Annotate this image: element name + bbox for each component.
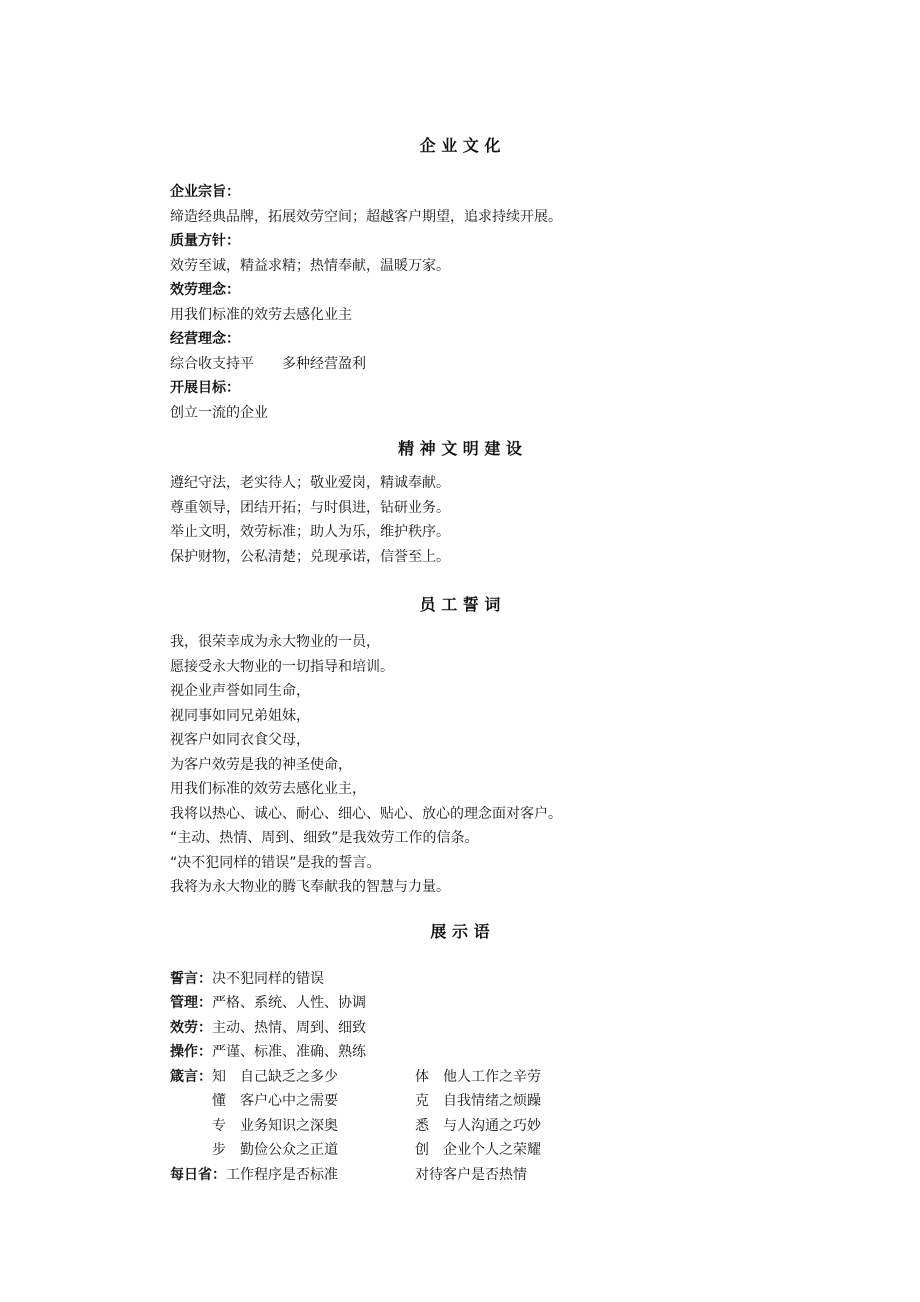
label-company-purpose: 企业宗旨： xyxy=(170,184,240,200)
display-row-operation xyxy=(170,1040,750,1065)
section-display-words xyxy=(170,920,750,1188)
section-corporate-culture xyxy=(170,134,750,425)
oath-line: 视客户如同衣食父母， xyxy=(170,732,310,748)
oath-line: 视企业声誉如同生命， xyxy=(170,683,310,699)
body-line: 举止文明，效劳标准；助人为乐，维护秩序。 xyxy=(170,524,450,540)
oath-line: “决不犯同样的错误”是我的誓言。 xyxy=(170,854,381,871)
section-title-employee-oath: 员 工 誓 词 xyxy=(419,595,501,614)
display-label-operation: 操作： xyxy=(170,1044,212,1060)
body-service-concept: 用我们标准的效劳去感化业主 xyxy=(170,306,352,323)
maxim-left-column xyxy=(170,1138,415,1163)
daily-reflection-row xyxy=(170,1163,750,1188)
display-label-management: 管理： xyxy=(170,995,212,1011)
label-quality-policy: 质量方针： xyxy=(170,233,240,249)
oath-line: 我，很荣幸成为永大物业的一员， xyxy=(170,634,380,650)
maxim-left-column xyxy=(170,1089,415,1114)
display-row-oath xyxy=(170,967,750,992)
oath-line: 愿接受永大物业的一切指导和培训。 xyxy=(170,658,394,675)
label-business-concept: 经营理念： xyxy=(170,331,240,347)
body-company-purpose: 缔造经典品牌，拓展效劳空间；超越客户期望，追求持续开展。 xyxy=(170,208,562,225)
display-text-service: 主动、热情、周到、细致 xyxy=(212,1019,366,1036)
maxim-right-text: 悉 与人沟通之巧妙 xyxy=(415,1117,541,1134)
section-title-spiritual-civilization: 精 神 文 明 建 设 xyxy=(398,439,522,458)
display-row-management xyxy=(170,991,750,1016)
label-development-goal: 开展目标： xyxy=(170,380,240,396)
oath-line: 我将为永大物业的腾飞奉献我的智慧与力量。 xyxy=(170,879,450,895)
display-label-service: 效劳： xyxy=(170,1019,212,1036)
maxim-left-text: 步 勤俭公众之正道 xyxy=(212,1142,338,1158)
maxim-row xyxy=(170,1089,750,1114)
display-text-oath: 决不犯同样的错误 xyxy=(212,970,324,987)
body-development-goal: 创立一流的企业 xyxy=(170,404,268,421)
daily-reflection-right-text: 对待客户是否热情 xyxy=(415,1166,527,1183)
maxim-left-text: 知 自己缺乏之多少 xyxy=(212,1068,338,1085)
body-line: 保护财物，公私清楚；兑现承诺，信誉至上。 xyxy=(170,548,450,565)
display-row-service xyxy=(170,1016,750,1041)
oath-line: 我将以热心、诚心、耐心、细心、贴心、放心的理念面对客户。 xyxy=(170,805,562,822)
maxim-left-column xyxy=(170,1114,415,1139)
oath-line: 视同事如同兄弟姐妹， xyxy=(170,707,310,724)
maxim-right-text: 克 自我情绪之烦躁 xyxy=(415,1093,541,1109)
maxim-right-text: 体 他人工作之辛劳 xyxy=(415,1068,541,1085)
body-quality-policy: 效劳至诚，精益求精；热情奉献，温暖万家。 xyxy=(170,257,450,274)
display-text-management: 严格、系统、人性、协调 xyxy=(212,995,366,1011)
display-label-oath: 誓言： xyxy=(170,970,212,987)
body-business-concept: 综合收支持平 多种经营盈利 xyxy=(170,355,366,372)
maxim-row xyxy=(170,1065,750,1090)
oath-line: “主动、热情、周到、细致”是我效劳工作的信条。 xyxy=(170,830,479,846)
oath-line: 为客户效劳是我的神圣使命， xyxy=(170,756,352,773)
label-service-concept: 效劳理念： xyxy=(170,282,240,298)
maxim-left-column xyxy=(170,1163,415,1188)
section-title-corporate-culture: 企 业 文 化 xyxy=(419,136,501,155)
body-line: 尊重领导，团结开拓；与时俱进，钻研业务。 xyxy=(170,499,450,516)
maxim-left-text: 专 业务知识之深奥 xyxy=(212,1117,338,1134)
section-title-display-words: 展 示 语 xyxy=(430,921,490,941)
section-employee-oath xyxy=(170,593,750,900)
maxim-row xyxy=(170,1114,750,1139)
daily-reflection-left-text: 工作程序是否标准 xyxy=(226,1166,338,1183)
maxim-row xyxy=(170,1138,750,1163)
body-line: 遵纪守法，老实待人；敬业爱岗，精诚奉献。 xyxy=(170,475,450,491)
maxim-left-text: 懂 客户心中之需要 xyxy=(212,1093,338,1109)
maxim-label: 箴言： xyxy=(170,1068,212,1085)
section-spiritual-civilization xyxy=(170,437,750,569)
oath-line: 用我们标准的效劳去感化业主， xyxy=(170,781,366,797)
daily-reflection-label: 每日省： xyxy=(170,1166,226,1183)
display-text-operation: 严谨、标准、准确、熟练 xyxy=(212,1044,366,1060)
maxim-left-column xyxy=(170,1065,415,1090)
maxim-right-text: 创 企业个人之荣耀 xyxy=(415,1142,541,1158)
